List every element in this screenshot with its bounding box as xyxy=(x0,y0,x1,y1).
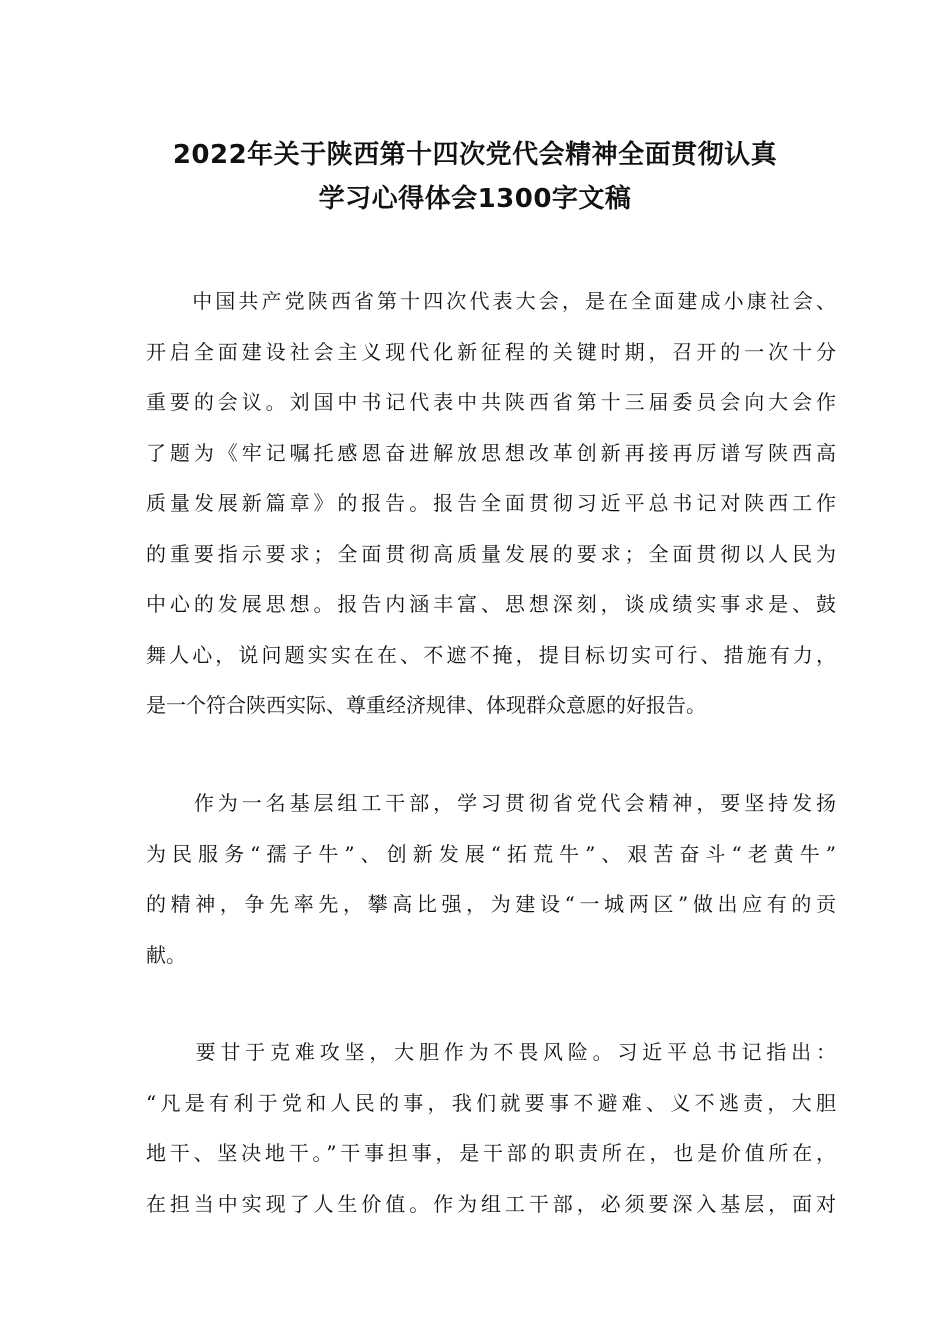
paragraph-line: 重要的会议。刘国中书记代表中共陕西省第十三届委员会向大会作 xyxy=(146,390,836,414)
paragraph-line: 是一个符合陕西实际、尊重经济规律、体现群众意愿的好报告。 xyxy=(146,693,706,717)
paragraph-1 xyxy=(146,276,836,731)
paragraph-line: 作为一名基层组工干部，学习贯彻省党代会精神，要坚持发扬 xyxy=(146,791,836,815)
paragraph-line: 为民服务“孺子牛”、创新发展“拓荒牛”、艰苦奋斗“老黄牛” xyxy=(146,841,836,866)
paragraph-line: 开启全面建设社会主义现代化新征程的关键时期，召开的一次十分 xyxy=(146,339,836,364)
paragraph-line: 的重要指示要求；全面贯彻高质量发展的要求；全面贯彻以人民为 xyxy=(146,541,836,566)
paragraph-line: “凡是有利于党和人民的事，我们就要事不避难、义不逃责，大胆 xyxy=(146,1090,836,1115)
document-title-line-1: 2022年关于陕西第十四次党代会精神全面贯彻认真 xyxy=(172,140,778,170)
paragraph-line: 的精神，争先率先，攀高比强，为建设“一城两区”做出应有的贡 xyxy=(146,892,836,916)
paragraph-line: 献。 xyxy=(146,942,186,967)
paragraph-line: 了题为《牢记嘱托感恩奋进解放思想改革创新再接再厉谱写陕西高 xyxy=(146,440,836,465)
paragraph-3 xyxy=(146,1027,836,1229)
paragraph-line: 中心的发展思想。报告内涵丰富、思想深刻，谈成绩实事求是、鼓 xyxy=(146,592,836,616)
document-title-line-2: 学习心得体会1300字文稿 xyxy=(318,184,632,214)
paragraph-2 xyxy=(146,778,836,980)
paragraph-line: 舞人心，说问题实实在在、不遮不掩，提目标切实可行、措施有力， xyxy=(146,642,836,667)
paragraph-line: 要甘于克难攻坚，大胆作为不畏风险。习近平总书记指出： xyxy=(146,1040,836,1064)
paragraph-line: 质量发展新篇章》的报告。报告全面贯彻习近平总书记对陕西工作 xyxy=(146,491,836,515)
paragraph-line: 中国共产党陕西省第十四次代表大会，是在全面建成小康社会、 xyxy=(146,289,836,313)
paragraph-line: 在担当中实现了人生价值。作为组工干部，必须要深入基层，面对 xyxy=(146,1191,836,1216)
paragraph-line: 地干、坚决地干。”干事担事，是干部的职责所在，也是价值所在， xyxy=(146,1141,836,1165)
